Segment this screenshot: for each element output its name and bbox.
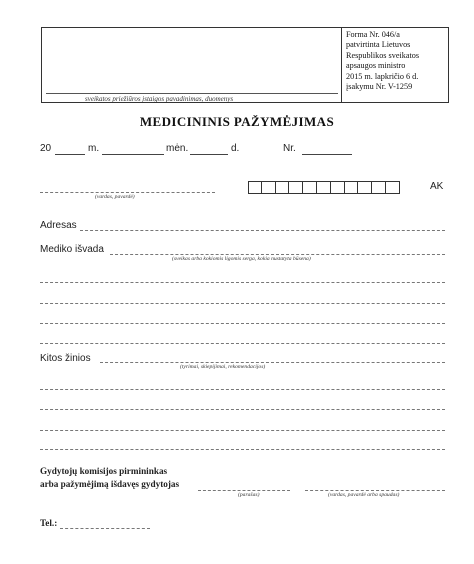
other-info-line[interactable] xyxy=(40,409,445,410)
conclusion-line[interactable] xyxy=(40,282,445,283)
form-info-line: Respublikos sveikatos xyxy=(346,50,420,60)
form-info-line: apsaugos ministro xyxy=(346,61,406,71)
ak-cell[interactable] xyxy=(248,181,262,194)
other-info-caption: (tyrimai, skiepijimai, rekomendacijos) xyxy=(180,364,266,370)
page-title: MEDICININIS PAŽYMĖJIMAS xyxy=(139,114,335,129)
day-field[interactable] xyxy=(190,154,228,155)
signer-line-2: arba pažymėjimą išdavęs gydytojas xyxy=(40,479,180,489)
other-info-line[interactable] xyxy=(40,449,445,450)
form-info-line: Forma Nr. 046/a xyxy=(346,30,400,39)
other-info-label: Kitos žinios xyxy=(40,353,91,364)
signer-name-caption: (vardas, pavardė arba spaudas) xyxy=(328,492,400,498)
institution-field[interactable] xyxy=(46,93,338,94)
ak-code-boxes[interactable] xyxy=(248,181,400,194)
address-label: Adresas xyxy=(40,220,77,231)
other-info-field[interactable] xyxy=(100,362,445,363)
conclusion-line[interactable] xyxy=(40,323,445,324)
month-abbr: m. xyxy=(88,143,100,154)
conclusion-label: Mediko išvada xyxy=(40,244,104,255)
form-info-line: 2015 m. lapkričio 6 d. xyxy=(346,71,419,81)
form-info-line: įsakymu Nr. V-1259 xyxy=(346,82,413,92)
ak-label: AK xyxy=(430,181,444,192)
name-field[interactable] xyxy=(40,192,215,193)
name-caption: (vardas, pavardė) xyxy=(95,194,135,200)
ak-cell[interactable] xyxy=(303,181,317,194)
month-field[interactable] xyxy=(102,154,164,155)
conclusion-line[interactable] xyxy=(40,303,445,304)
conclusion-line[interactable] xyxy=(40,343,445,344)
year-field[interactable] xyxy=(55,154,85,155)
year-prefix: 20 xyxy=(40,143,52,154)
form-info-block xyxy=(346,30,448,92)
form-info-line: patvirtinta Lietuvos xyxy=(346,40,411,50)
ak-cell[interactable] xyxy=(358,181,372,194)
number-label: Nr. xyxy=(283,143,296,154)
ak-cell[interactable] xyxy=(276,181,290,194)
other-info-line[interactable] xyxy=(40,389,445,390)
signer-name-field[interactable] xyxy=(305,490,445,491)
signature-caption: (parašas) xyxy=(238,492,260,498)
signature-field[interactable] xyxy=(198,490,290,491)
phone-field[interactable] xyxy=(60,528,150,529)
ak-cell[interactable] xyxy=(386,181,400,194)
address-field[interactable] xyxy=(80,230,445,231)
ak-cell[interactable] xyxy=(372,181,386,194)
signer-line-1: Gydytojų komisijos pirmininkas xyxy=(40,466,168,476)
phone-label: Tel.: xyxy=(40,518,58,528)
header-divider xyxy=(341,27,342,103)
ak-cell[interactable] xyxy=(331,181,345,194)
conclusion-caption: (sveikas arba kokiomis ligomis serga, kokia nustatyta būsena) xyxy=(172,256,311,262)
institution-caption: sveikatos priežiūros įstaigos pavadinimas, duomenys xyxy=(85,95,234,103)
month-label: mėn. xyxy=(166,143,189,154)
other-info-line[interactable] xyxy=(40,430,445,431)
number-field[interactable] xyxy=(302,154,352,155)
ak-cell[interactable] xyxy=(317,181,331,194)
ak-cell[interactable] xyxy=(345,181,359,194)
day-abbr: d. xyxy=(231,143,240,154)
ak-cell[interactable] xyxy=(289,181,303,194)
ak-cell[interactable] xyxy=(262,181,276,194)
conclusion-field[interactable] xyxy=(110,254,445,255)
